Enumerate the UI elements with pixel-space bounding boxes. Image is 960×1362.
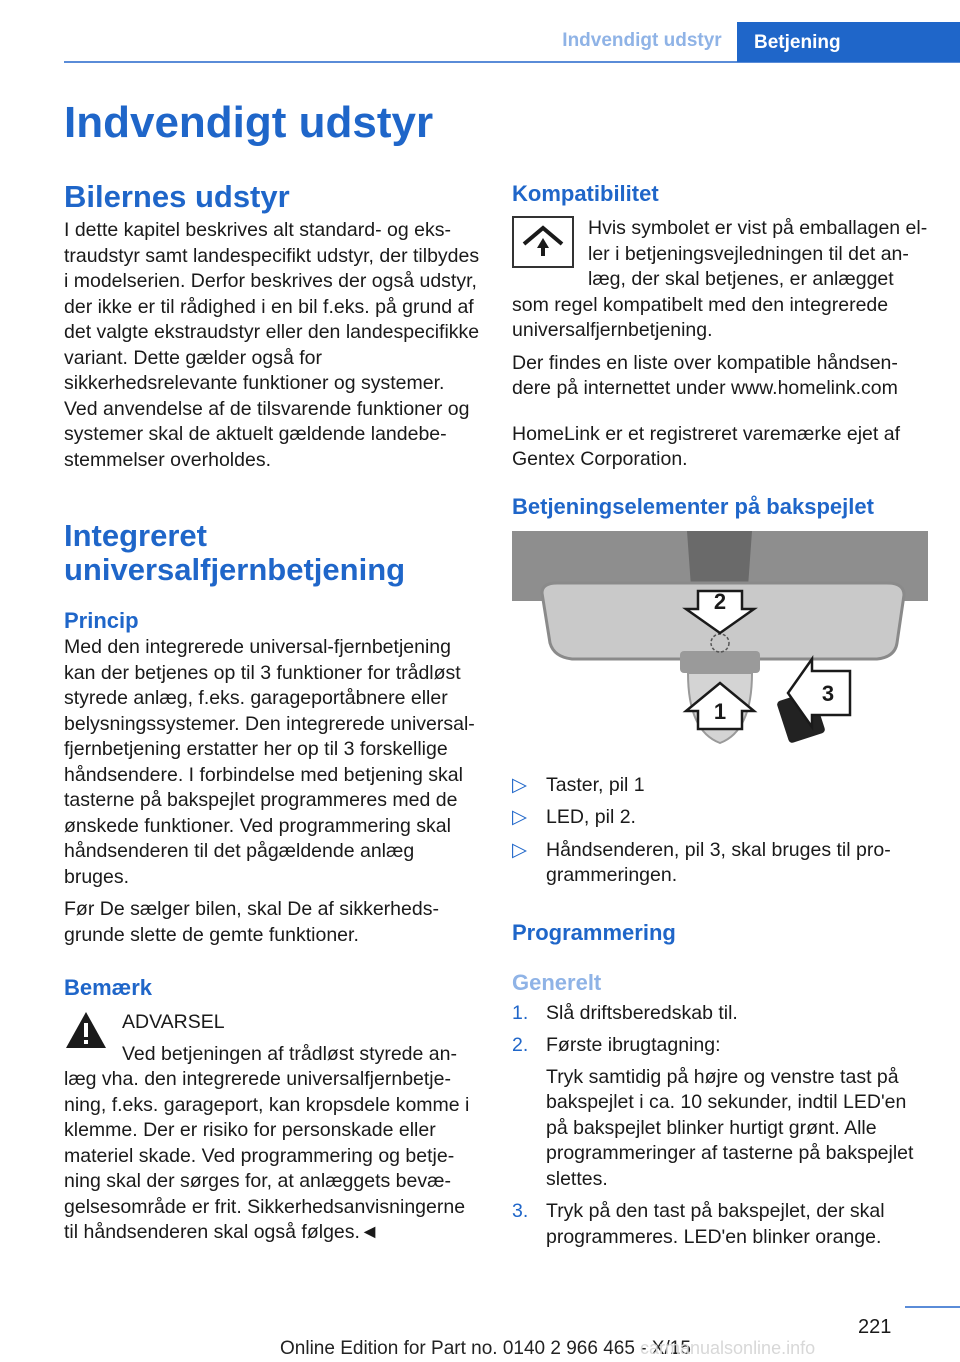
triangle-bullet-icon: ▷ [512,838,527,861]
warning-label: ADVARSEL [122,1011,225,1033]
header-tab: Betjening [737,22,960,62]
heading-principle: Princip [64,608,139,633]
heading-note: Bemærk [64,975,153,1000]
triangle-bullet-icon: ▷ [512,773,527,796]
heading-remote: Integreret universalfjernbetjening [64,518,406,587]
list-item: 3. Tryk på den tast på bakspejlet, der skal programmeres. LED'en blinker orange. [512,1200,885,1248]
list-item: ▷ LED, pil 2. [512,805,928,831]
paragraph-equipment: I dette kapitel beskrives alt standard- og ekstraudstyr samt landespecifikt udstyr, der tilbydes i modelserien. Derfor beskrives der også udstyr, der ikke er til rådighed i en bil f.eks. på grund af det valgte ekstraudstyr eller den landespecifikke variant. Dette gælder også for sikkerhedsrelevante funktioner og systemer. Ved anvendelse af de tilsvarende funktioner og systemer skal de aktuelt gældende landebestemmelser overholdes. [64,219,480,471]
heading-controls: Betjeningselementer på bakspejlet [512,493,874,519]
page-title: Indvendigt udstyr [64,98,434,147]
watermark: carmanualsonline.info [640,1338,816,1358]
header-section: Indvendigt udstyr [562,30,722,51]
heading-compat: Kompatibilitet [512,181,659,206]
right-column [512,180,928,1257]
bullet-list [512,773,928,889]
warning-icon [64,1010,108,1050]
footer-edition: Online Edition for Part no. 0140 2 966 465 - X/15 [280,1338,691,1359]
list-item: ▷ Taster, pil 1 [512,773,928,799]
figure-label-2: 2 [713,588,727,614]
list-item: 1. Slå driftsberedskab til. [512,1001,738,1024]
list-item: 2. Første ibrugtagning: Tryk samtidig på højre og venstre tast på bakspejlet i ca. 10 sekunder, indtil LED'en på bakspejlet blinker hurtigt grønt. Alle programmeringer af tasterne på bakspejlet slettes. [512,1034,914,1190]
mirror-figure [512,531,928,753]
triangle-bullet-icon: ▷ [512,806,527,828]
list-item: ▷ Håndsenderen, pil 3, skal bruges til programmeringen. [512,838,891,886]
footer-rule [905,1306,960,1308]
figure-label-3: 3 [821,680,835,706]
warning-text: Ved betjeningen af trådløst styrede anlæg vha. den integrerede universalfjernbetjening, f.eks. garageport, kan kropsdele komme i klemme. Der er risiko for personskade eller materiel skade. Ved programmering og betjening skal der sørges for, at anlæggets bevægelsesområde er frit. Sikkerhedsanvisningerne til håndsenderen skal også følges.◄ [64,1042,470,1243]
paragraph-principle: Med den integrerede universal-fjernbetjening kan der betjenes op til 3 funktioner for trådløst styrede anlæg, f.eks. garageportåbnere eller belysningssystemer. Den integrerede universal-fjernbetjening erstatter her op til 3 forskellige håndsendere. I forbindelse med betjening skal tasterne på bakspejlet programmeres med de ønskede funktioner. Ved programmering skal håndsenderen til det pågældende anlæg bruges. [64,636,475,888]
paragraph-sell: Før De sælger bilen, skal De af sikkerhedsgrunde slette de gemte funktioner. [64,898,439,946]
warning-block [64,1010,481,1246]
heading-programming: Programmering [512,919,676,945]
figure-label-1: 1 [713,698,727,724]
page-number: 221 [858,1316,892,1338]
left-column [64,180,481,1246]
heading-general: Generelt [512,969,602,995]
paragraph-compat: Hvis symbolet er vist på emballagen eller i betjeningsvejledningen til det anlæg, der skal betjenes, er anlægget som regel kompatibelt med den integrerede universalfjernbetjening. [512,217,928,341]
paragraph-trademark: HomeLink er et registreret varemærke ejet af Gentex Corporation. [512,422,900,470]
paragraph-list: Der findes en liste over kompatible håndsendere på internettet under www.homelink.com [512,351,898,399]
homelink-symbol-icon [512,216,574,268]
steps-list [512,1001,928,1251]
heading-equipment: Bilernes udstyr [64,179,290,214]
